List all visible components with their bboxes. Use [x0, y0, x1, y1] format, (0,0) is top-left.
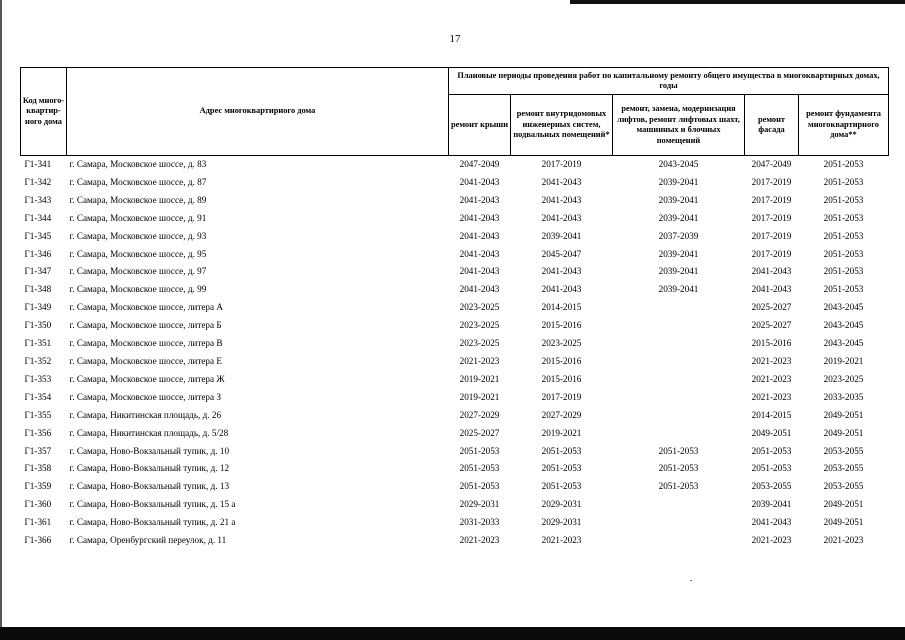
- cell-foundation: 2053-2055: [823, 463, 864, 474]
- table-row: [21, 514, 889, 532]
- cell-facade: 2051-2053: [751, 463, 792, 474]
- cell-elevators: 2039-2041: [658, 248, 699, 259]
- cell-facade: 2047-2049: [751, 159, 792, 169]
- cell-elevators: [613, 317, 745, 335]
- cell-foundation: 2019-2021: [823, 355, 864, 366]
- cell-facade: 2041-2043: [751, 517, 792, 528]
- cell-facade: 2021-2023: [751, 535, 792, 546]
- cell-address: г. Самара, Ново-Вокзальный тупик, д. 10: [69, 445, 230, 456]
- cell-code: Г1-354: [24, 391, 52, 402]
- table-row: [21, 532, 889, 550]
- header-systems: ремонт внутридомовых инженерных систем, подвальных помещений*: [511, 95, 613, 156]
- table-row: [21, 246, 889, 264]
- cell-roof: 2029-2031: [459, 499, 500, 510]
- cell-code: Г1-353: [24, 373, 52, 384]
- cell-roof: 2041-2043: [459, 194, 500, 205]
- cell-foundation: 2049-2051: [823, 499, 864, 510]
- cell-facade: 2017-2019: [751, 230, 792, 241]
- cell-roof: 2023-2025: [459, 338, 500, 349]
- table-row: [21, 335, 889, 353]
- cell-roof: 2051-2053: [459, 445, 500, 456]
- cell-roof: 2041-2043: [459, 248, 500, 259]
- cell-facade: 2021-2023: [751, 355, 792, 366]
- cell-roof: 2047-2049: [459, 159, 500, 169]
- cell-systems: 2045-2047: [541, 248, 582, 259]
- cell-foundation: 2049-2051: [823, 409, 864, 420]
- header-group: Плановые периоды проведения работ по капитальному ремонту общего имущества в многоквартирных домах, годы: [449, 68, 889, 95]
- cell-systems: 2017-2019: [541, 159, 582, 169]
- cell-roof: 2021-2023: [459, 535, 500, 546]
- cell-facade: 2051-2053: [751, 445, 792, 456]
- cell-systems: 2015-2016: [541, 373, 582, 384]
- cell-code: Г1-345: [24, 230, 52, 241]
- cell-address: г. Самара, Московское шоссе, литера А: [69, 302, 224, 313]
- cell-foundation: 2023-2025: [823, 373, 864, 384]
- cell-elevators: 2039-2041: [658, 212, 699, 223]
- cell-systems: 2014-2015: [541, 302, 582, 313]
- header-foundation: ремонт фундамента многоквартирного дома**: [799, 95, 889, 156]
- cell-code: Г1-351: [24, 338, 52, 349]
- cell-code: Г1-346: [24, 248, 52, 259]
- table-row: [21, 263, 889, 281]
- table-row: [21, 281, 889, 299]
- cell-foundation: 2051-2053: [823, 230, 864, 241]
- cell-elevators: [613, 407, 745, 425]
- cell-foundation: 2051-2053: [823, 212, 864, 223]
- cell-roof: 2027-2029: [459, 409, 500, 420]
- cell-systems: 2019-2021: [541, 427, 582, 438]
- cell-code: Г1-352: [24, 355, 52, 366]
- cell-foundation: 2033-2035: [823, 391, 864, 402]
- cell-roof: 2051-2053: [459, 481, 500, 492]
- cell-address: г. Самара, Московское шоссе, д. 87: [69, 176, 207, 187]
- cell-facade: 2039-2041: [751, 499, 792, 510]
- cell-address: г. Самара, Московское шоссе, д. 95: [69, 248, 207, 259]
- scan-speck: [690, 580, 692, 581]
- cell-foundation: 2043-2045: [823, 302, 864, 313]
- cell-foundation: 2043-2045: [823, 320, 864, 331]
- scan-edge-bottom: [0, 627, 905, 640]
- table-row: [21, 317, 889, 335]
- cell-code: Г1-357: [24, 445, 52, 456]
- cell-elevators: [613, 371, 745, 389]
- cell-elevators: [613, 335, 745, 353]
- cell-roof: 2031-2033: [459, 517, 500, 528]
- cell-code: Г1-366: [24, 535, 52, 546]
- cell-facade: 2014-2015: [751, 409, 792, 420]
- cell-code: Г1-361: [24, 517, 52, 528]
- cell-systems: 2041-2043: [541, 194, 582, 205]
- cell-roof: 2023-2025: [459, 302, 500, 313]
- cell-foundation: 2021-2023: [823, 535, 864, 546]
- header-code: Код много-квартир-ного дома: [21, 68, 67, 156]
- cell-facade: 2053-2055: [751, 481, 792, 492]
- cell-foundation: 2051-2053: [823, 176, 864, 187]
- cell-foundation: 2051-2053: [823, 284, 864, 295]
- scan-edge-top: [570, 0, 905, 4]
- cell-systems: 2027-2029: [541, 409, 582, 420]
- cell-code: Г1-349: [24, 302, 52, 313]
- header-facade: ремонт фасада: [745, 95, 799, 156]
- cell-elevators: [613, 496, 745, 514]
- cell-elevators: 2039-2041: [658, 266, 699, 277]
- cell-code: Г1-342: [24, 176, 52, 187]
- cell-address: г. Самара, Московское шоссе, д. 99: [69, 284, 207, 295]
- cell-foundation: 2043-2045: [823, 338, 864, 349]
- table-row: [21, 174, 889, 192]
- cell-address: г. Самара, Московское шоссе, литера Е: [69, 355, 223, 366]
- cell-code: Г1-360: [24, 499, 52, 510]
- cell-foundation: 2053-2055: [823, 481, 864, 492]
- cell-address: г. Самара, Московское шоссе, д. 93: [69, 230, 207, 241]
- cell-facade: 2017-2019: [751, 194, 792, 205]
- cell-roof: 2041-2043: [459, 230, 500, 241]
- cell-address: г. Самара, Ново-Вокзальный тупик, д. 15 а: [69, 499, 236, 510]
- cell-code: Г1-359: [24, 481, 52, 492]
- cell-code: Г1-348: [24, 284, 52, 295]
- cell-systems: 2041-2043: [541, 176, 582, 187]
- cell-systems: 2015-2016: [541, 320, 582, 331]
- header-roof: ремонт крыши: [449, 95, 511, 156]
- cell-foundation: 2051-2053: [823, 159, 864, 169]
- cell-systems: 2021-2023: [541, 535, 582, 546]
- cell-code: Г1-343: [24, 194, 52, 205]
- repair-schedule-table: [20, 67, 889, 550]
- table-row: [21, 371, 889, 389]
- table-body: [21, 156, 889, 550]
- cell-elevators: 2051-2053: [658, 481, 699, 492]
- cell-address: г. Самара, Московское шоссе, литера Ж: [69, 373, 225, 384]
- table-row: [21, 299, 889, 317]
- cell-foundation: 2049-2051: [823, 427, 864, 438]
- table-row: [21, 156, 889, 174]
- cell-roof: 2019-2021: [459, 391, 500, 402]
- cell-systems: 2029-2031: [541, 499, 582, 510]
- table-row: [21, 353, 889, 371]
- scan-edge-left: [0, 0, 2, 627]
- cell-systems: 2029-2031: [541, 517, 582, 528]
- cell-facade: 2017-2019: [751, 248, 792, 259]
- table-row: [21, 478, 889, 496]
- cell-code: Г1-358: [24, 463, 52, 474]
- cell-elevators: [613, 532, 745, 550]
- cell-elevators: 2043-2045: [658, 159, 699, 169]
- header-elevators: ремонт, замена, модернизация лифтов, ремонт лифтовых шахт, машинных и блочных помещений: [613, 95, 745, 156]
- cell-foundation: 2053-2055: [823, 445, 864, 456]
- table-row: [21, 460, 889, 478]
- cell-address: г. Самара, Московское шоссе, литера В: [69, 338, 223, 349]
- cell-address: г. Самара, Ново-Вокзальный тупик, д. 12: [69, 463, 230, 474]
- cell-roof: 2023-2025: [459, 320, 500, 331]
- cell-systems: 2041-2043: [541, 266, 582, 277]
- cell-foundation: 2051-2053: [823, 266, 864, 277]
- header-address: Адрес многоквартирного дома: [67, 68, 449, 156]
- cell-code: Г1-347: [24, 266, 52, 277]
- table-row: [21, 210, 889, 228]
- cell-address: г. Самара, Московское шоссе, литера З: [69, 391, 221, 402]
- cell-elevators: [613, 353, 745, 371]
- cell-facade: 2025-2027: [751, 320, 792, 331]
- cell-systems: 2051-2053: [541, 463, 582, 474]
- cell-facade: 2041-2043: [751, 284, 792, 295]
- cell-code: Г1-350: [24, 320, 52, 331]
- table-row: [21, 389, 889, 407]
- cell-roof: 2051-2053: [459, 463, 500, 474]
- cell-roof: 2041-2043: [459, 212, 500, 223]
- cell-systems: 2041-2043: [541, 212, 582, 223]
- cell-elevators: [613, 299, 745, 317]
- table-row: [21, 496, 889, 514]
- cell-facade: 2041-2043: [751, 266, 792, 277]
- table-row: [21, 425, 889, 443]
- cell-elevators: 2039-2041: [658, 176, 699, 187]
- page-number: 17: [449, 33, 461, 45]
- cell-foundation: 2051-2053: [823, 248, 864, 259]
- cell-address: г. Самара, Московское шоссе, д. 91: [69, 212, 207, 223]
- cell-address: г. Самара, Ново-Вокзальный тупик, д. 21 а: [69, 517, 236, 528]
- cell-facade: 2049-2051: [751, 427, 792, 438]
- cell-facade: 2017-2019: [751, 212, 792, 223]
- cell-foundation: 2051-2053: [823, 194, 864, 205]
- cell-roof: 2021-2023: [459, 355, 500, 366]
- cell-systems: 2051-2053: [541, 445, 582, 456]
- cell-address: г. Самара, Никитинская площадь, д. 26: [69, 409, 222, 420]
- cell-systems: 2041-2043: [541, 284, 582, 295]
- cell-elevators: 2039-2041: [658, 194, 699, 205]
- cell-address: г. Самара, Московское шоссе, д. 83: [69, 159, 207, 169]
- table-row: [21, 228, 889, 246]
- table-row: [21, 407, 889, 425]
- cell-roof: 2041-2043: [459, 176, 500, 187]
- cell-systems: 2015-2016: [541, 355, 582, 366]
- cell-facade: 2017-2019: [751, 176, 792, 187]
- cell-facade: 2021-2023: [751, 373, 792, 384]
- cell-roof: 2025-2027: [459, 427, 500, 438]
- cell-roof: 2019-2021: [459, 373, 500, 384]
- cell-elevators: 2039-2041: [658, 284, 699, 295]
- cell-address: г. Самара, Московское шоссе, литера Б: [69, 320, 222, 331]
- cell-elevators: 2051-2053: [658, 445, 699, 456]
- cell-address: г. Самара, Московское шоссе, д. 89: [69, 194, 207, 205]
- cell-code: Г1-356: [24, 427, 52, 438]
- cell-facade: 2025-2027: [751, 302, 792, 313]
- table-row: [21, 192, 889, 210]
- cell-foundation: 2049-2051: [823, 517, 864, 528]
- cell-code: Г1-355: [24, 409, 52, 420]
- cell-systems: 2039-2041: [541, 230, 582, 241]
- cell-address: г. Самара, Ново-Вокзальный тупик, д. 13: [69, 481, 230, 492]
- cell-address: г. Самара, Оренбургский переулок, д. 11: [69, 535, 227, 546]
- cell-address: г. Самара, Никитинская площадь, д. 5/28: [69, 427, 229, 438]
- cell-elevators: 2051-2053: [658, 463, 699, 474]
- table-row: [21, 443, 889, 461]
- cell-elevators: [613, 389, 745, 407]
- cell-facade: 2021-2023: [751, 391, 792, 402]
- cell-elevators: 2037-2039: [658, 230, 699, 241]
- cell-elevators: [613, 425, 745, 443]
- cell-facade: 2015-2016: [751, 338, 792, 349]
- cell-code: Г1-341: [24, 159, 52, 169]
- cell-systems: 2023-2025: [541, 338, 582, 349]
- cell-roof: 2041-2043: [459, 266, 500, 277]
- cell-systems: 2017-2019: [541, 391, 582, 402]
- cell-roof: 2041-2043: [459, 284, 500, 295]
- cell-code: Г1-344: [24, 212, 52, 223]
- cell-systems: 2051-2053: [541, 481, 582, 492]
- cell-address: г. Самара, Московское шоссе, д. 97: [69, 266, 207, 277]
- cell-elevators: [613, 514, 745, 532]
